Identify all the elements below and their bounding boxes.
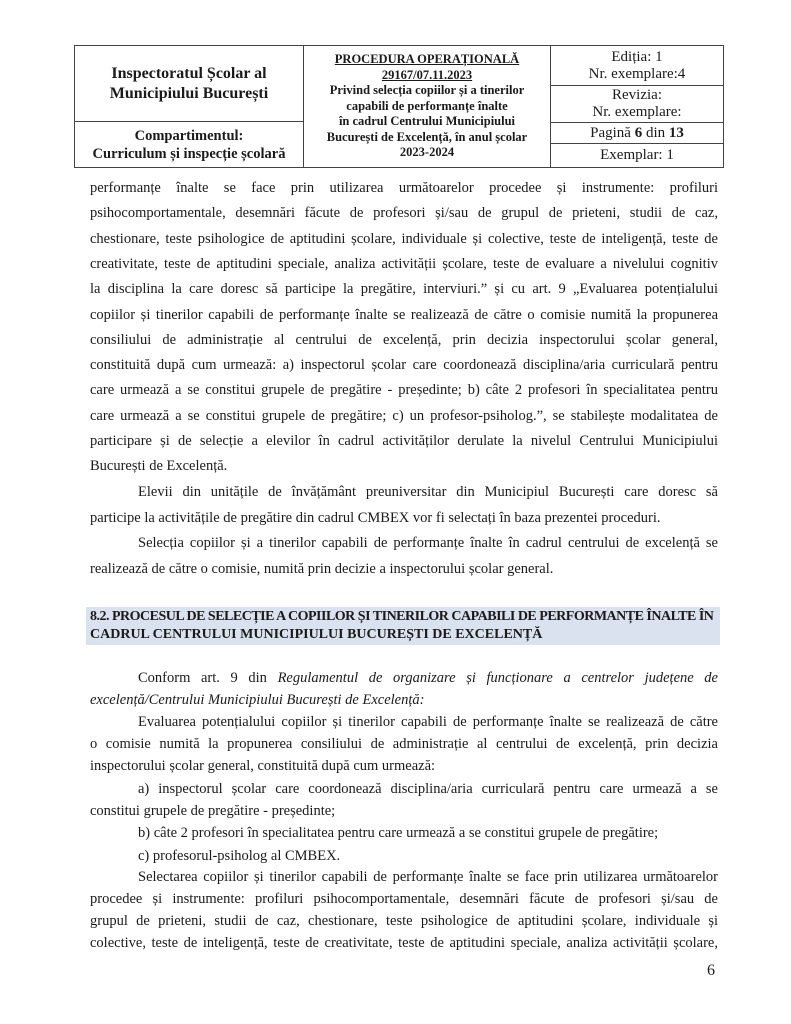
regulation-title: excelență/Centrului Municipiului București de Excelență: bbox=[90, 692, 425, 708]
page-label: Pagină bbox=[590, 124, 631, 141]
paragraph-line bbox=[138, 667, 718, 689]
paragraph-line: Evaluarea potențialului copiilor și tinerilor capabili de performanțe înalte se realizează de către bbox=[138, 714, 718, 730]
revision-cell bbox=[551, 85, 723, 122]
paragraph-line: copiilor și tinerilor capabili de performanțe înalte se realizează de către o comisie numită la propunerea bbox=[90, 306, 718, 323]
section-heading bbox=[86, 607, 720, 645]
paragraph-line: o comisie numită la propunerea consiliului de administrație al centrului de excelență, prin decizia bbox=[90, 736, 718, 752]
paragraph-line: constitui grupele de pregătire - președinte; bbox=[90, 803, 336, 819]
revision-text: Revizia: bbox=[612, 87, 662, 103]
copies-text: Nr. exemplare:4 bbox=[588, 65, 686, 82]
p4-prefix: Conform art. 9 din bbox=[138, 670, 278, 686]
page-indicator bbox=[590, 125, 684, 142]
procedure-number: 29167/07.11.2023 bbox=[381, 67, 473, 82]
paragraph-line: creativitate, teste de aptitudini speciale, analiza activității școlare, teste de evaluare a nivelului cognitiv bbox=[90, 255, 718, 272]
procedure-desc-line: București de Excelență, în anul școlar bbox=[326, 129, 528, 144]
exemplar-cell bbox=[551, 143, 723, 167]
paragraph-line: realizează de către o comisie, numită prin decizie a inspectorului școlar general. bbox=[90, 560, 554, 577]
document-header-table bbox=[74, 45, 724, 168]
paragraph-line: performanțe înalte se face prin utilizarea următoarelor procedee și instrumente: profiluri bbox=[90, 180, 718, 196]
paragraph-line: participe la activitățile de pregătire din cadrul CMBEX vor fi selectați în baza prezentei proceduri. bbox=[90, 509, 661, 526]
procedure-cell bbox=[304, 46, 551, 167]
paragraph-line: București de Excelență. bbox=[90, 458, 228, 475]
institution-line: Municipiului București bbox=[109, 84, 269, 102]
exemplar-text: Exemplar: 1 bbox=[600, 147, 674, 163]
regulation-title: Regulamentul de organizare și funcționare a centrelor județene de bbox=[277, 670, 718, 686]
paragraph-line: c) profesorul-psiholog al CMBEX. bbox=[138, 848, 341, 864]
department-cell bbox=[75, 121, 304, 167]
paragraph-line: Selecția copiilor și a tinerilor capabili de performanțe înalte în cadrul centrului de excelență se bbox=[138, 535, 718, 551]
paragraph-line: a) inspectorul școlar care coordonează disciplina/aria curriculară pentru care urmează a se bbox=[138, 781, 718, 797]
page-of: din bbox=[645, 124, 666, 141]
page-cell bbox=[551, 122, 723, 143]
institution-line: Inspectoratul Școlar al bbox=[111, 64, 267, 82]
paragraph-line bbox=[90, 689, 718, 711]
copies-text: Nr. exemplare: bbox=[592, 104, 682, 120]
heading-line: CADRUL CENTRULUI MUNICIPIULUI BUCUREȘTI DE EXCELENȚĂ bbox=[90, 627, 543, 642]
paragraph-line: participare și de selecție a elevilor în cadrul activităților derulate la nivelul Centrului Municipiului bbox=[90, 433, 718, 449]
institution-cell bbox=[75, 46, 304, 121]
paragraph-line: Selectarea copiilor și tinerilor capabili de performanțe înalte se face prin utilizarea următoarelor bbox=[138, 869, 718, 885]
paragraph-line: b) câte 2 profesori în specialitatea pentru care urmează a se constitui grupele de pregătire; bbox=[138, 825, 659, 841]
procedure-desc-line: capabili de performanțe înalte bbox=[346, 98, 508, 113]
paragraph-line: inspectorului școlar general, constituită după cum urmează: bbox=[90, 758, 436, 774]
paragraph-line: care urmează a se constitui grupele de pregătire; c) un profesor-psiholog.”, se stabilește modalitatea de bbox=[90, 407, 718, 424]
paragraph-line: care urmează a se constitui grupele de pregătire - președinte; b) câte 2 profesori în specialitatea pentru bbox=[90, 382, 718, 399]
paragraph-line: Elevii din unitățile de învățământ preuniversitar din Municipiul București care doresc să bbox=[138, 484, 718, 500]
department-line: Curriculum și inspecție școlară bbox=[92, 145, 286, 162]
department-line: Compartimentul: bbox=[134, 127, 244, 144]
procedure-desc-line: 2023-2024 bbox=[399, 145, 455, 160]
edition-cell bbox=[551, 46, 723, 85]
paragraph-line: constituită după cum urmează: a) inspectorul școlar care coordonează disciplina/aria curriculară pentru bbox=[90, 357, 718, 374]
heading-line: 8.2. PROCESUL DE SELECȚIE A COPIILOR ȘI TINERILOR CAPABILI DE PERFORMANȚE ÎNALTE ÎN bbox=[90, 609, 714, 624]
paragraph-line: colective, teste de inteligență, teste de creativitate, teste de aptitudini speciale, analiza activității școlare, bbox=[90, 935, 718, 951]
edition-text: Ediția: 1 bbox=[611, 48, 663, 65]
paragraph-line: consiliului de administrație al centrului de excelență, prin decizia inspectorului școlar general, bbox=[90, 331, 718, 348]
paragraph-line: la disciplina la care doresc să participe la pregătire, interviuri.” și cu art. 9 „Evaluarea potențialului bbox=[90, 281, 718, 298]
paragraph-line: procedee și instrumente: profiluri psihocomportamentale, desemnări făcute de profesori și/sau de bbox=[90, 891, 718, 907]
paragraph-line: chestionare, teste psihologice de aptitudini școlare, individuale și colective, teste de inteligență, teste de bbox=[90, 230, 718, 247]
procedure-title: PROCEDURA OPERAȚIONALĂ bbox=[334, 52, 520, 67]
procedure-desc-line: în cadrul Centrului Municipiului bbox=[338, 114, 516, 129]
procedure-desc-line: Privind selecția copiilor și a tinerilor bbox=[329, 83, 525, 98]
page-number: 6 bbox=[707, 962, 715, 979]
page-current: 6 bbox=[634, 124, 643, 141]
page-total: 13 bbox=[668, 124, 684, 141]
paragraph-line: psihocomportamentale, desemnări făcute de profesori și/sau de grupul de prieteni, studii de caz, bbox=[90, 205, 718, 222]
paragraph-line: grupul de prieteni, studii de caz, chestionare, teste psihologice de aptitudini școlare, individuale și bbox=[90, 913, 718, 929]
